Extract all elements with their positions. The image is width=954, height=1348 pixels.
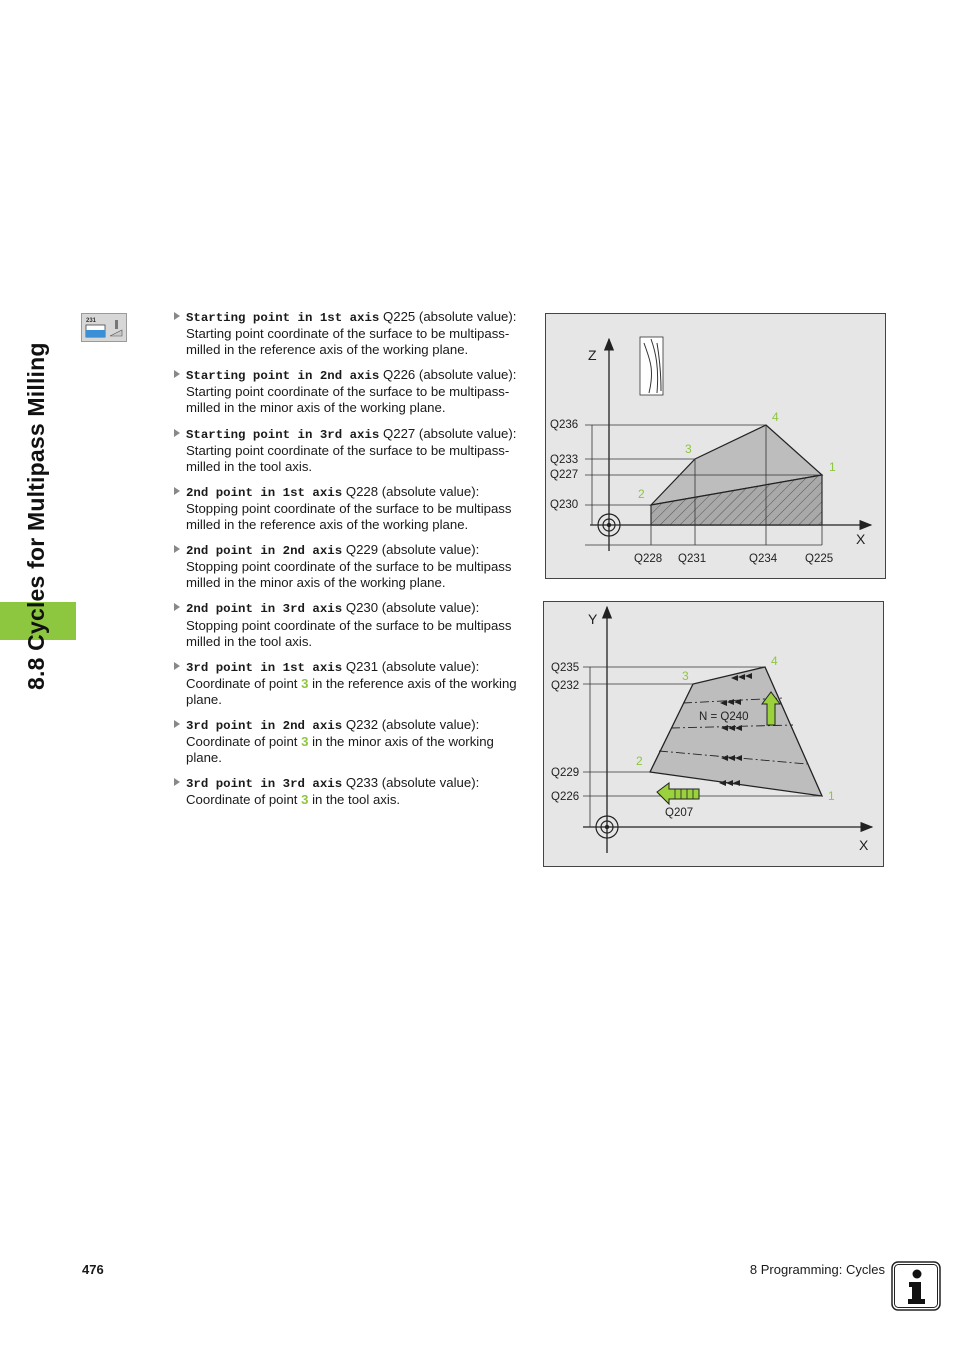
figure-side-view [545,313,886,579]
n-q240-label: N = Q240 [699,711,749,723]
point-reference: 3 [301,792,309,808]
param-q: Q228 [345,483,379,499]
dim-q231: Q231 [678,553,707,565]
param-q: Q231 [345,658,379,674]
param-name: 3rd point in 2nd axis [186,718,343,733]
param-item-q227 [171,426,531,475]
param-item-q228 [171,484,531,533]
arrow-bullet-icon [174,545,180,553]
dim-q235: Q235 [551,662,580,674]
param-item-q229 [171,542,531,591]
q207-label: Q207 [665,807,694,819]
dim-q225: Q225 [805,553,834,565]
param-name: 2nd point in 3rd axis [186,602,343,617]
arrow-bullet-icon [174,312,180,320]
cycle-231-softkey[interactable] [81,313,127,342]
param-q: Q225 [383,309,416,324]
dim-q234: Q234 [749,553,778,565]
dim-q232: Q232 [551,680,580,692]
point-reference: 3 [301,734,309,750]
param-description: (absolute value): Stopping point coordinate of the surface to be multipass milled in the tool axis. [186,600,512,649]
point-2-label: 2 [638,487,645,501]
param-description: in the tool axis. [308,792,401,808]
param-description: in the minor axis of the working plane. [186,734,494,766]
param-name: 3rd point in 1st axis [186,660,343,675]
axis-x-label: X [856,531,866,547]
arrow-bullet-icon [174,487,180,495]
dim-q229: Q229 [551,767,580,779]
param-name: 2nd point in 1st axis [186,485,343,500]
cycle-softkey-icon [82,314,126,341]
arrow-bullet-icon [174,778,180,786]
arrow-bullet-icon [174,603,180,611]
dim-q228: Q228 [634,553,663,565]
param-item-q225 [171,309,531,358]
param-description-pre: (absolute value): Coordinate of point [186,658,480,691]
point-2-label: 2 [636,754,643,768]
param-item-q231 [171,659,531,708]
arrow-bullet-icon [174,370,180,378]
point-3-label: 3 [682,669,689,683]
param-description-pre: (absolute value): Coordinate of point [186,775,480,808]
dim-q230: Q230 [550,499,579,511]
point-reference: 3 [301,675,309,691]
softkey-cycle-number: 231 [86,318,97,324]
param-description: (absolute value): Starting point coordinate of the surface to be multipass-milled in the minor axis of the working plane. [186,367,517,416]
info-icon[interactable] [891,1261,941,1311]
param-name: Starting point in 3rd axis [186,427,380,442]
param-q: Q226 [383,367,416,383]
arrow-bullet-icon [174,720,180,728]
param-q: Q230 [345,600,379,616]
param-name: 3rd point in 3rd axis [186,777,343,792]
param-description: in the reference axis of the working plane. [186,675,517,707]
axis-x-label: X [859,837,869,853]
dim-q233: Q233 [550,454,579,466]
dim-q227: Q227 [550,469,579,481]
param-description: (absolute value): Stopping point coordinate of the surface to be multipass milled in the reference axis of the working plane. [186,483,512,533]
param-description: (absolute value): Starting point coordinate of the surface to be multipass-milled in the tool axis. [186,425,517,474]
param-item-q230 [171,600,531,649]
param-q: Q232 [345,716,379,732]
dim-q236: Q236 [550,419,579,431]
arrow-bullet-icon [174,662,180,670]
param-q: Q227 [383,425,416,441]
param-q: Q229 [345,542,379,558]
page-number: 476 [82,1262,104,1277]
point-1-label: 1 [828,789,835,803]
param-name: Starting point in 2nd axis [186,369,380,384]
point-1-label: 1 [829,460,836,474]
section-title: 8.8 Cycles for Multipass Milling [23,342,49,690]
param-description: (absolute value): Starting point coordinate of the surface to be multipass-milled in the reference axis of the working plane. [186,309,517,358]
arrow-bullet-icon [174,429,180,437]
param-item-q232 [171,717,531,766]
param-name: 2nd point in 2nd axis [186,544,343,559]
param-description: (absolute value): Stopping point coordinate of the surface to be multipass milled in the minor axis of the working plane. [186,542,512,591]
axis-y-label: Y [588,611,598,627]
param-item-q226 [171,367,531,416]
axis-z-label: Z [588,347,597,363]
dim-q226: Q226 [551,791,580,803]
param-name: Starting point in 1st axis [186,311,380,325]
point-3-label: 3 [685,442,692,456]
param-description-pre: (absolute value): Coordinate of point [186,716,480,750]
chapter-footer: 8 Programming: Cycles [749,1262,885,1277]
point-4-label: 4 [772,410,779,424]
end-mill-icon [640,337,663,395]
point-4-label: 4 [771,654,778,668]
figure-top-view [543,601,884,867]
parameter-list [171,309,531,817]
param-q: Q233 [345,775,379,791]
param-item-q233 [171,775,531,808]
